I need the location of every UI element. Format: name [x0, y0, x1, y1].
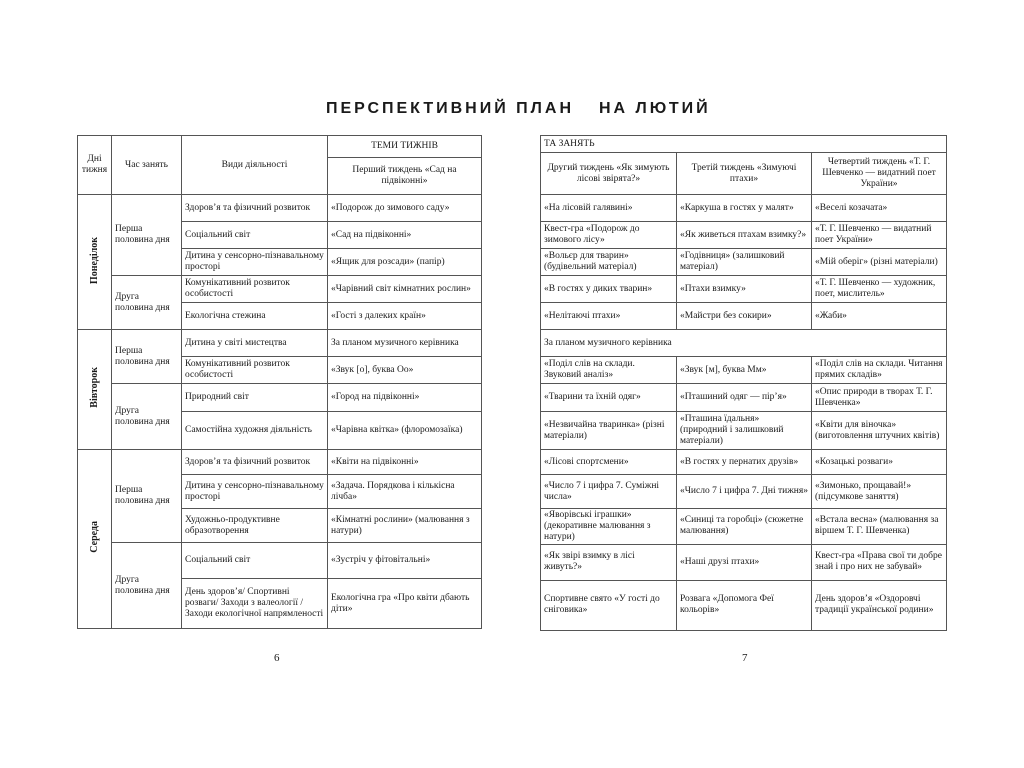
- week2-cell: «На лісовій галявині»: [541, 195, 677, 222]
- week3-cell: «Годівниця» (залишковий матеріал): [677, 249, 812, 276]
- week4-cell: «Жаби»: [812, 303, 947, 330]
- header-week2: Другий тиждень «Як зимують лісові звірята?»: [541, 153, 677, 195]
- week1-cell: «Гості з далеких країн»: [328, 303, 482, 330]
- page-number-left: 6: [274, 652, 280, 664]
- week3-cell: Розвага «Допомога Феї кольорів»: [677, 580, 812, 630]
- week1-cell: «Город на підвіконні»: [328, 384, 482, 412]
- header-activity: Види діяльності: [182, 136, 328, 195]
- header-week3: Третій тиждень «Зимуючі птахи»: [677, 153, 812, 195]
- week2-cell: «Незвичайна тваринка» (різні матеріали): [541, 412, 677, 450]
- activity-cell: Здоров’я та фізичний розвиток: [182, 195, 328, 222]
- week4-cell: «Т. Г. Шевченко — художник, поет, мислитель»: [812, 276, 947, 303]
- week4-cell: «Опис природи в творах Т. Г. Шевченка»: [812, 384, 947, 412]
- week3-cell: «Майстри без сокири»: [677, 303, 812, 330]
- week1-cell: «Ящик для розсади» (папір): [328, 249, 482, 276]
- time-cell: Перша половина дня: [112, 195, 182, 276]
- day-label: Вівторок: [88, 367, 100, 408]
- week4-cell: «Поділ слів на склади. Читання прямих складів»: [812, 357, 947, 384]
- week4-cell: День здоров’я «Оздоровчі традиції української родини»: [812, 580, 947, 630]
- week4-cell: Квест-гра «Права свої ти добре знай і про них не забувай»: [812, 544, 947, 580]
- week1-cell: «Чарівна квітка» (флоромозаїка): [328, 412, 482, 450]
- activity-cell: Соціальний світ: [182, 543, 328, 579]
- week2-cell: «Лісові спортсмени»: [541, 450, 677, 475]
- day-cell: [78, 330, 112, 450]
- header-week4: Четвертий тиждень «Т. Г. Шевченко — видатний поет України»: [812, 153, 947, 195]
- header-continuation: ТА ЗАНЯТЬ: [541, 136, 947, 153]
- time-cell: Перша половина дня: [112, 450, 182, 543]
- week4-cell: «Квіти для віночка» (виготовлення штучних квітів): [812, 412, 947, 450]
- activity-cell: Соціальний світ: [182, 222, 328, 249]
- activity-cell: Комунікативний розвиток особистості: [182, 276, 328, 303]
- week3-cell: «Птахи взимку»: [677, 276, 812, 303]
- week1-cell: «Подорож до зимового саду»: [328, 195, 482, 222]
- day-label: Понеділок: [88, 236, 100, 284]
- week1-cell: «Звук [о], буква Оо»: [328, 357, 482, 384]
- header-day: Дні тижня: [78, 136, 112, 195]
- week1-cell: «Квіти на підвіконні»: [328, 450, 482, 475]
- activity-cell: Екологічна стежина: [182, 303, 328, 330]
- week3-cell: «Як живеться птахам взимку?»: [677, 222, 812, 249]
- week3-cell: «Синиці та горобці» (сюжетне малювання): [677, 509, 812, 545]
- week2-cell: «Яворівські іграшки» (декоративне малювання з натури): [541, 509, 677, 545]
- week1-cell: «Зустріч у фітовітальні»: [328, 543, 482, 579]
- week2-cell: «Тварини та їхній одяг»: [541, 384, 677, 412]
- week3-cell: «Каркуша в гостях у малят»: [677, 195, 812, 222]
- header-time: Час занять: [112, 136, 182, 195]
- activity-cell: Дитина у сенсорно-пізнавальному просторі: [182, 475, 328, 509]
- week3-cell: «Наші друзі птахи»: [677, 544, 812, 580]
- time-cell: Друга половина дня: [112, 276, 182, 330]
- merged-music-cell: За планом музичного керівника: [541, 330, 947, 357]
- week3-cell: «Звук [м], буква Мм»: [677, 357, 812, 384]
- activity-cell: Художньо-продуктивне образотворення: [182, 509, 328, 543]
- activity-cell: Самостійна художня діяльність: [182, 412, 328, 450]
- activity-cell: Природний світ: [182, 384, 328, 412]
- week1-cell: «Кімнатні рослини» (малювання з натури): [328, 509, 482, 543]
- week1-cell: «Задача. Порядкова і кількісна лічба»: [328, 475, 482, 509]
- week4-cell: «Т. Г. Шевченко — видатний поет України»: [812, 222, 947, 249]
- activity-cell: Комунікативний розвиток особистості: [182, 357, 328, 384]
- title-left: ПЕРСПЕКТИВНИЙ ПЛАН: [326, 100, 574, 117]
- right-plan-table: [540, 135, 947, 631]
- week1-cell: «Чарівний світ кімнатних рослин»: [328, 276, 482, 303]
- title-right: НА ЛЮТИЙ: [599, 100, 711, 117]
- left-plan-table: [77, 135, 482, 629]
- week3-cell: «Число 7 і цифра 7. Дні тижня»: [677, 475, 812, 509]
- header-week1: Перший тиждень «Сад на підвіконні»: [328, 158, 482, 195]
- week4-cell: «Мій оберіг» (різні матеріали): [812, 249, 947, 276]
- day-cell: [78, 450, 112, 629]
- activity-cell: Здоров’я та фізичний розвиток: [182, 450, 328, 475]
- time-cell: Перша половина дня: [112, 330, 182, 384]
- week4-cell: «Веселі козачата»: [812, 195, 947, 222]
- day-label: Середа: [88, 521, 100, 553]
- week3-cell: «Пташиний одяг — пір’я»: [677, 384, 812, 412]
- activity-cell: День здоров’я/ Спортивні розваги/ Заходи з валеології /Заходи екологічної напрямленості: [182, 579, 328, 629]
- time-cell: Друга половина дня: [112, 543, 182, 629]
- week2-cell: «Нелітаючі птахи»: [541, 303, 677, 330]
- week4-cell: «Козацькі розваги»: [812, 450, 947, 475]
- page-number-right: 7: [742, 652, 748, 664]
- week3-cell: «В гостях у пернатих друзів»: [677, 450, 812, 475]
- activity-cell: Дитина у сенсорно-пізнавальному просторі: [182, 249, 328, 276]
- week4-cell: «Встала весна» (малювання за віршем Т. Г. Шевченка): [812, 509, 947, 545]
- week2-cell: «Вольєр для тварин» (будівельний матеріал): [541, 249, 677, 276]
- week2-cell: «Як звірі взимку в лісі живуть?»: [541, 544, 677, 580]
- week2-cell: Квест-гра «Подорож до зимового лісу»: [541, 222, 677, 249]
- week1-cell: За планом музичного керівника: [328, 330, 482, 357]
- week2-cell: «Поділ слів на склади. Звуковий аналіз»: [541, 357, 677, 384]
- week3-cell: «Пташина їдальня» (природний і залишковий матеріали): [677, 412, 812, 450]
- time-cell: Друга половина дня: [112, 384, 182, 450]
- activity-cell: Дитина у світі мистецтва: [182, 330, 328, 357]
- week2-cell: «В гостях у диких тварин»: [541, 276, 677, 303]
- header-themes: ТЕМИ ТИЖНІВ: [328, 136, 482, 158]
- week1-cell: Екологічна гра «Про квіти дбають діти»: [328, 579, 482, 629]
- week1-cell: «Сад на підвіконні»: [328, 222, 482, 249]
- week2-cell: «Число 7 і цифра 7. Суміжні числа»: [541, 475, 677, 509]
- day-cell: [78, 195, 112, 330]
- week2-cell: Спортивне свято «У гості до сніговика»: [541, 580, 677, 630]
- week4-cell: «Зимонько, прощавай!» (підсумкове заняття): [812, 475, 947, 509]
